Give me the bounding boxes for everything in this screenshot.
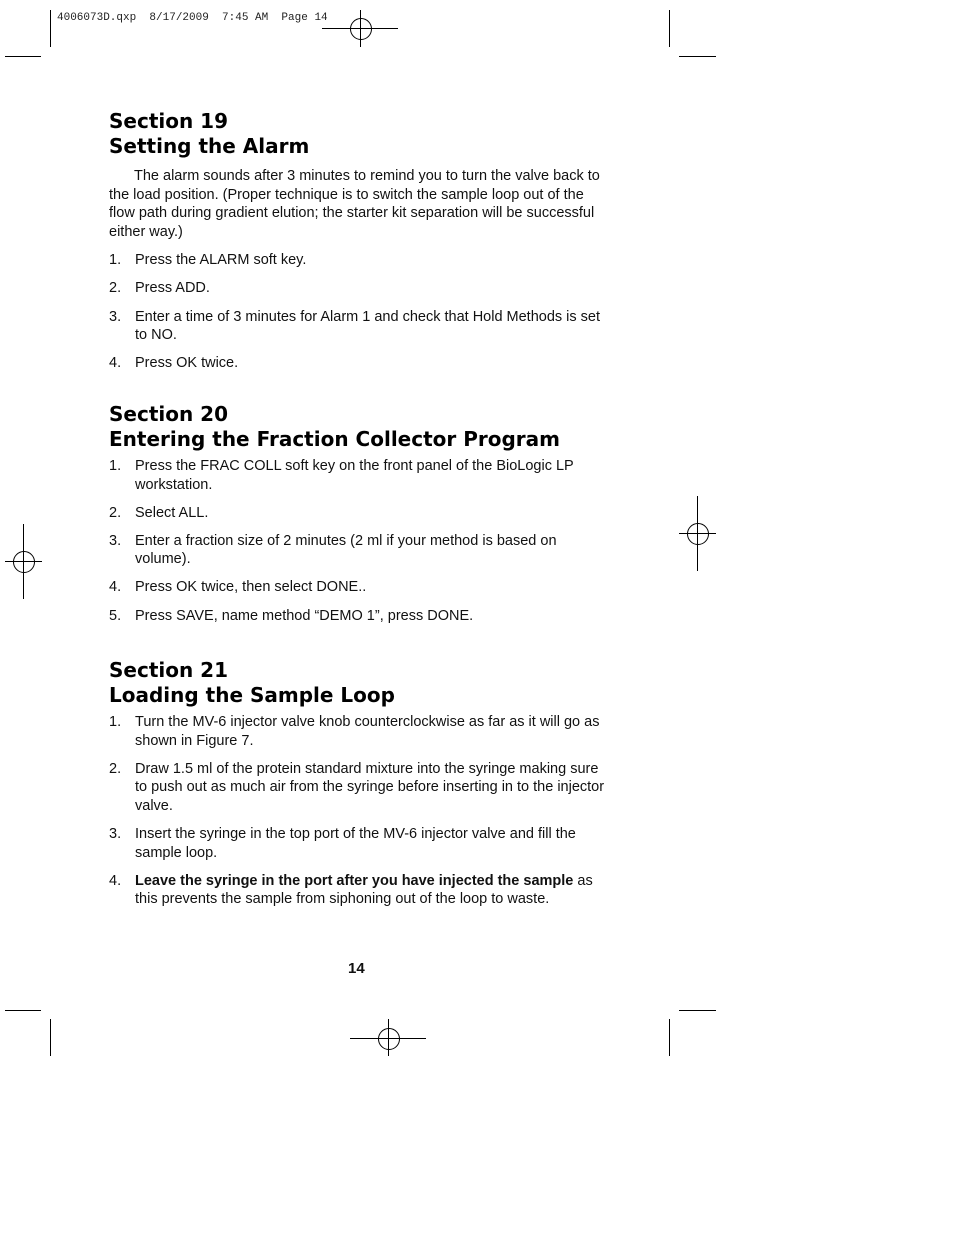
section-title: Entering the Fraction Collector Program xyxy=(109,427,560,451)
section-number: Section 19 xyxy=(109,109,229,133)
section-number: Section 21 xyxy=(109,658,229,682)
section-heading xyxy=(109,402,609,452)
list-item: 4. Leave the syringe in the port after you have injected the sample as this prevents the sample from siphoning out of the loop to waste. xyxy=(109,872,593,908)
print-slug: 4006073D.qxp 8/17/2009 7:45 AM Page 14 xyxy=(57,12,328,24)
list-item: 3. Enter a fraction size of 2 minutes (2 ml if your method is based on volume). xyxy=(109,532,557,568)
section-heading xyxy=(109,658,609,708)
list-item: 2. Press ADD. xyxy=(109,280,210,297)
section-19 xyxy=(109,109,609,373)
crop-mark xyxy=(5,56,41,57)
crop-mark xyxy=(50,10,51,47)
section-intro: The alarm sounds after 3 minutes to remind you to turn the valve back to the load position. (Proper technique is to switch the sample loop out of the flow path during gradient elution; the starter kit separation will be successful either way.) xyxy=(109,168,600,240)
list-item: 4. Press OK twice, then select DONE.. xyxy=(109,579,367,596)
crop-mark xyxy=(5,1010,41,1011)
step-list xyxy=(109,713,609,909)
page-number: 14 xyxy=(348,960,365,977)
list-item: 2. Select ALL. xyxy=(109,504,209,521)
section-title: Setting the Alarm xyxy=(109,134,310,158)
crop-mark xyxy=(679,56,716,57)
crop-mark xyxy=(679,1010,716,1011)
crop-mark xyxy=(50,1019,51,1056)
bold-emphasis: Leave the syringe in the port after you have injected the sample xyxy=(135,872,574,889)
list-item: 4. Press OK twice. xyxy=(109,355,239,372)
section-20 xyxy=(109,402,609,635)
section-title: Loading the Sample Loop xyxy=(109,683,395,707)
list-item: 2. Draw 1.5 ml of the protein standard mixture into the syringe making sure to push out as much air from the syringe before inserting in to the injector valve. xyxy=(109,760,605,814)
list-item: 3. Enter a time of 3 minutes for Alarm 1 and check that Hold Methods is set to NO. xyxy=(109,308,601,344)
list-item: 3. Insert the syringe in the top port of the MV-6 injector valve and fill the sample loop. xyxy=(109,825,576,861)
step-list xyxy=(109,251,609,372)
section-21 xyxy=(109,658,609,918)
section-heading xyxy=(109,109,609,159)
list-item: 1. Press the ALARM soft key. xyxy=(109,252,307,269)
list-item: 1. Press the FRAC COLL soft key on the front panel of the BioLogic LP workstation. xyxy=(109,458,574,493)
step-list xyxy=(109,457,609,625)
page-content xyxy=(109,109,609,908)
crop-mark xyxy=(669,10,670,47)
crop-mark xyxy=(669,1019,670,1056)
list-item: 5. Press SAVE, name method “DEMO 1”, press DONE. xyxy=(109,607,474,624)
list-item: 1. Turn the MV-6 injector valve knob counterclockwise as far as it will go as shown in Figure 7. xyxy=(109,714,600,749)
section-number: Section 20 xyxy=(109,402,229,426)
